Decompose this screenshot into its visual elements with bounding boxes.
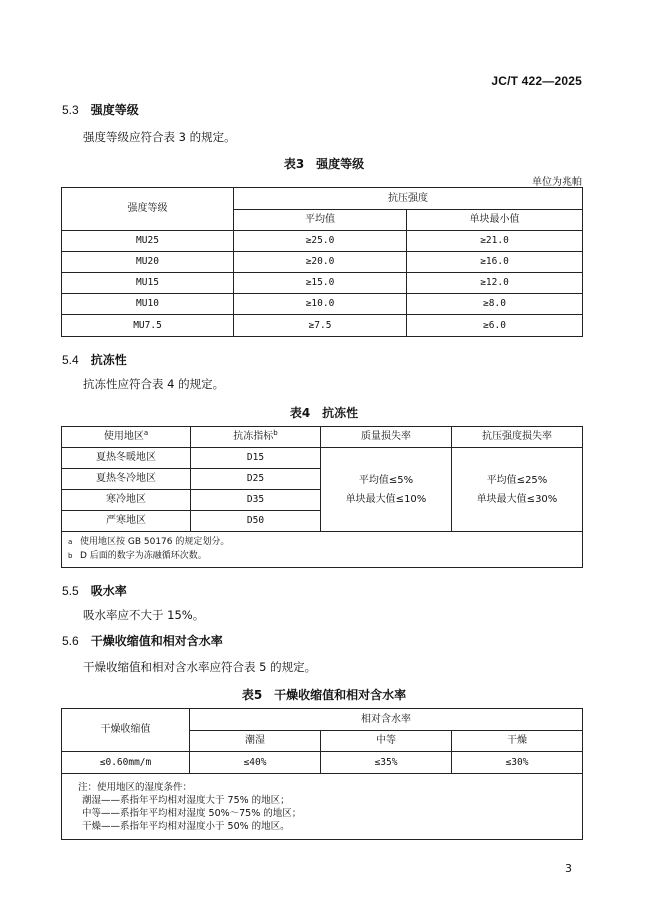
min-cell: ≥8.0 [407, 294, 583, 315]
index-cell: D35 [191, 490, 321, 511]
table-row [62, 273, 583, 294]
table5-note [62, 774, 583, 840]
strength-loss-avg: 平均值≤25% [486, 474, 548, 486]
table4-header-strength: 抗压强度损失率 [452, 427, 583, 448]
avg-cell: ≥20.0 [234, 252, 407, 273]
grade-cell: MU20 [62, 252, 234, 273]
grade-cell: MU25 [62, 231, 234, 252]
footnote-mark: a [68, 538, 73, 546]
shrink-cell: ≤0.60mm/m [62, 752, 190, 774]
section-number: 5.4 [62, 353, 79, 367]
footnote-text: D 后面的数字为冻融循环次数。 [80, 551, 207, 561]
table4-caption: 表4 抗冻性 [289, 406, 359, 420]
footnote-ref-b: b [273, 429, 278, 437]
table5-header-moisture: 相对含水率 [190, 709, 583, 731]
note-title: 注：使用地区的湿度条件： [78, 781, 193, 793]
table4-footnotes [62, 532, 583, 568]
table5-header-humid: 潮湿 [190, 731, 321, 752]
avg-cell: ≥15.0 [234, 273, 407, 294]
section-number: 5.5 [62, 584, 79, 598]
table-row [62, 231, 583, 252]
table-row [62, 448, 583, 469]
mass-loss-max: 单块最大值≤10% [345, 493, 427, 505]
grade-cell: MU15 [62, 273, 234, 294]
footnote-a [68, 535, 576, 549]
table3-header-avg: 平均值 [234, 210, 407, 231]
table-row [62, 752, 583, 774]
table3-header-strength: 抗压强度 [234, 188, 583, 210]
medium-cell: ≤35% [321, 752, 452, 774]
strength-loss-cell [452, 448, 583, 532]
section-title: 抗冻性 [90, 353, 127, 367]
footnote-b [68, 549, 576, 563]
table5-header-dry: 干燥 [452, 731, 583, 752]
footnote-text: 使用地区按 GB 50176 的规定划分。 [80, 537, 230, 547]
table3-header-min: 单块最小值 [407, 210, 583, 231]
section-5-3-heading [62, 101, 139, 118]
grade-cell: MU10 [62, 294, 234, 315]
table5-caption: 表5 干燥收缩值和相对含水率 [241, 688, 407, 702]
table-row [62, 252, 583, 273]
table4-header-index [191, 427, 321, 448]
min-cell: ≥21.0 [407, 231, 583, 252]
avg-cell: ≥10.0 [234, 294, 407, 315]
footnote-mark: b [68, 552, 73, 560]
dry-cell: ≤30% [452, 752, 583, 774]
header-label: 使用地区 [103, 431, 144, 442]
standard-number: JC/T 422—2025 [491, 74, 582, 88]
grade-cell: MU7.5 [62, 315, 234, 337]
section-5-5-text: 吸水率应不大于 15%。 [83, 608, 205, 622]
mass-loss-avg: 平均值≤5% [358, 474, 414, 486]
table5-header-medium: 中等 [321, 731, 452, 752]
min-cell: ≥16.0 [407, 252, 583, 273]
section-5-6-heading [62, 632, 223, 649]
section-5-5-heading [62, 582, 127, 599]
table5 [61, 708, 583, 840]
footnote-ref-a: a [143, 429, 149, 437]
section-5-6-text: 干燥收缩值和相对含水率应符合表 5 的规定。 [83, 660, 317, 674]
table3-unit: 单位为兆帕 [532, 177, 582, 188]
note-dry: 干燥——系指年平均相对湿度小于 50% 的地区。 [82, 820, 290, 832]
page-number: 3 [565, 862, 572, 875]
section-5-3-text: 强度等级应符合表 3 的规定。 [83, 130, 236, 144]
table4-header-region [62, 427, 191, 448]
section-5-4-text: 抗冻性应符合表 4 的规定。 [83, 377, 225, 391]
index-cell: D15 [191, 448, 321, 469]
strength-loss-max: 单块最大值≤30% [476, 493, 558, 505]
header-label: 抗冻指标 [233, 431, 274, 442]
table4-header-mass: 质量损失率 [321, 427, 452, 448]
index-cell: D25 [191, 469, 321, 490]
table3-caption: 表3 强度等级 [283, 157, 365, 171]
section-title: 干燥收缩值和相对含水率 [90, 634, 223, 648]
table4 [61, 426, 583, 568]
note-medium: 中等——系指年平均相对湿度 50%～75% 的地区； [82, 807, 302, 819]
note-humid: 潮湿——系指年平均相对湿度大于 75% 的地区； [82, 794, 290, 806]
region-cell: 寒冷地区 [62, 490, 191, 511]
min-cell: ≥6.0 [407, 315, 583, 337]
avg-cell: ≥7.5 [234, 315, 407, 337]
humid-cell: ≤40% [190, 752, 321, 774]
table-row [62, 294, 583, 315]
table3 [61, 187, 583, 337]
section-5-4-heading [62, 351, 127, 368]
index-cell: D50 [191, 511, 321, 532]
table3-header-grade: 强度等级 [62, 188, 234, 231]
region-cell: 严寒地区 [62, 511, 191, 532]
min-cell: ≥12.0 [407, 273, 583, 294]
avg-cell: ≥25.0 [234, 231, 407, 252]
section-number: 5.3 [62, 103, 79, 117]
mass-loss-cell [321, 448, 452, 532]
section-title: 吸水率 [90, 584, 127, 598]
table5-header-shrink: 干燥收缩值 [62, 709, 190, 752]
section-title: 强度等级 [90, 103, 139, 117]
region-cell: 夏热冬暖地区 [62, 448, 191, 469]
table-row [62, 315, 583, 337]
section-number: 5.6 [62, 634, 79, 648]
region-cell: 夏热冬冷地区 [62, 469, 191, 490]
